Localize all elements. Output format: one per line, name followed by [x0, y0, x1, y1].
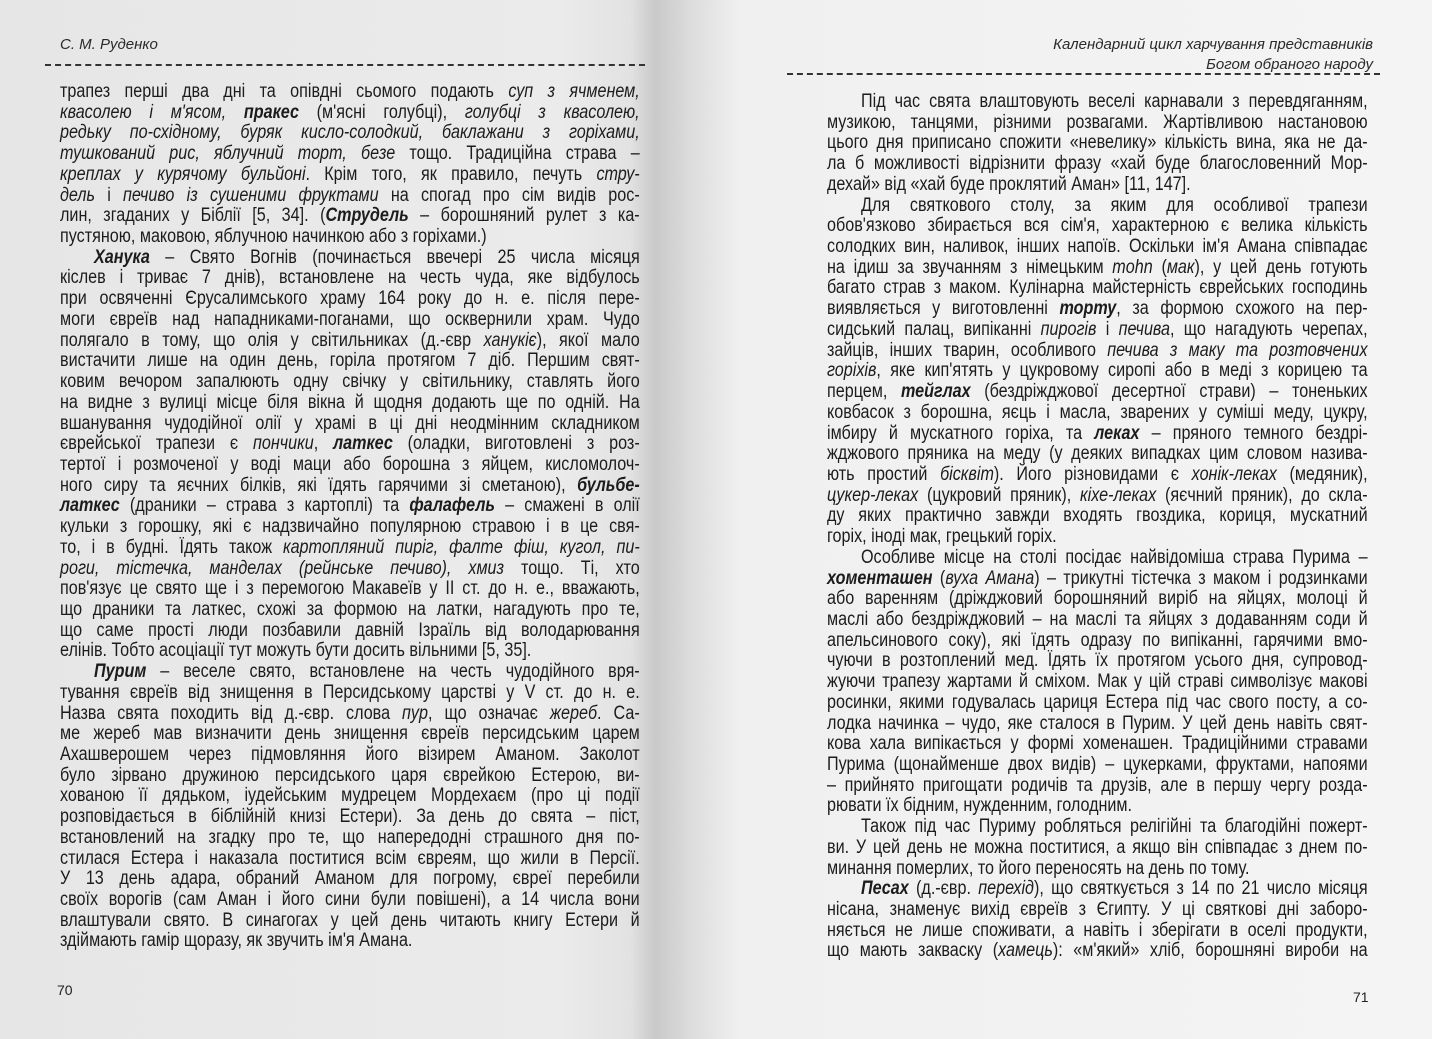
- running-header-title-line1: Календарний цикл харчування представників: [1053, 36, 1373, 53]
- text-run: Пурима (щонайменше двох видів) – цукерками, фруктами, напоями: [827, 754, 1368, 775]
- text-line: [60, 248, 640, 269]
- text-run: багато страв з маком. Кулінарна майстерність єврейських господинь: [827, 277, 1368, 299]
- text-run: перцем,: [827, 381, 901, 403]
- text-run: чуючи в розтоплений мед. Їдять їх протягом усього дня, супровод-: [827, 650, 1368, 672]
- text-line: [827, 154, 1368, 175]
- text-run: і: [1096, 318, 1119, 340]
- text-run: здіймають гамір щоразу, як звучить ім'я Амана.: [60, 930, 413, 952]
- text-line: [60, 434, 640, 455]
- bold-term: Песах: [861, 878, 909, 900]
- text-line: [827, 92, 1368, 113]
- italic-text: хамець: [998, 940, 1053, 962]
- text-line: [60, 786, 640, 807]
- text-line: [60, 890, 640, 911]
- italic-text: пур: [402, 702, 428, 724]
- text-run: жуючи трапезу жартами й сміхом. Мак у цій страві символізує макові: [827, 671, 1368, 693]
- text-run: (драники – страва з картоплі) та: [119, 495, 410, 517]
- text-run: Під час свята влаштовують веселі карнавали з перевдяганням,: [861, 91, 1368, 112]
- text-line: [827, 465, 1368, 486]
- text-run: , за формою схожого на пер-: [1116, 298, 1368, 320]
- text-run: Для святкового столу, за яким для особливої трапези: [861, 194, 1368, 216]
- italic-text: креплах у курячому бульйоні: [60, 163, 306, 185]
- text-line: [60, 186, 640, 207]
- text-line: [60, 517, 640, 538]
- text-line: [60, 476, 640, 497]
- text-run: єврейської трапези є: [60, 433, 254, 455]
- text-run: ). Його різновидами є: [993, 463, 1192, 485]
- text-line: [60, 807, 640, 828]
- text-line: [60, 310, 640, 331]
- text-line: [60, 103, 640, 124]
- text-line: [60, 165, 640, 186]
- text-run: (: [932, 567, 946, 589]
- italic-text: стру-: [596, 163, 640, 185]
- text-run: (м'ясні голубці),: [298, 101, 465, 123]
- text-run: рювати їх бідним, нужденним, голодним.: [827, 795, 1133, 817]
- text-run: стилася Естера і наказала поститися всім євреям, що жили в Персії.: [60, 847, 640, 869]
- text-line: [827, 776, 1368, 797]
- bold-term: леках: [1094, 422, 1140, 444]
- text-run: на видне з вулиці місце біля вікна й щодня додають ще по одній. На: [60, 391, 640, 413]
- italic-text: роги, тістечка, манделах (рейнське печиво), хмиз: [60, 557, 505, 579]
- text-run: ) – трикутні тістечка з маком і родзинками: [1034, 567, 1368, 589]
- text-run: і: [94, 184, 124, 206]
- text-run: апельсинового соку), які їдять одразу по випіканні, гарячими вмо-: [827, 629, 1368, 651]
- text-line: [60, 911, 640, 932]
- text-line: [827, 237, 1368, 258]
- text-line: [827, 299, 1368, 320]
- text-line: [60, 662, 640, 683]
- bold-term: Струдель: [325, 205, 409, 227]
- text-line: [60, 331, 640, 352]
- text-run: що саме прості люди позбавили давній Ізраїль від володарювання: [60, 619, 640, 641]
- text-run: імбиру й мускатного горіха, та: [827, 422, 1095, 444]
- text-run: моги євреїв над нападниками-поганами, що осквернили храм. Чудо: [60, 308, 640, 330]
- text-run: тощо. Традиційна страва –: [395, 143, 640, 165]
- text-line: [60, 372, 640, 393]
- text-run: вшанування чудодійної олії у храмі в ці дні неодмінним складником: [60, 412, 640, 434]
- text-run: ), якої мало: [536, 329, 640, 351]
- text-line: [827, 817, 1368, 838]
- text-line: [60, 289, 640, 310]
- bold-term: Пурим: [94, 661, 147, 683]
- text-run: своїх ворогів (сам Аман і його сини були повішені), а 14 числа вони: [60, 889, 640, 911]
- text-run: дехай» від «хай буде проклятий Аман» [11, 147].: [827, 173, 1191, 195]
- text-line: [60, 455, 640, 476]
- text-run: ковим вечором запалюють одну свічку у світильнику, ставлять його: [60, 371, 640, 393]
- left-page: [0, 0, 660, 1039]
- text-run: хованою її дядьком, іудейським мудрецем Мордехаєм (про ці події: [60, 785, 640, 807]
- text-run: ковбасок з борошна, яєць і масла, зварених у суміші меду, цукру,: [827, 401, 1368, 423]
- text-line: [827, 548, 1368, 569]
- body-text: [827, 92, 1432, 962]
- text-run: (цукровий пряник),: [918, 484, 1080, 506]
- text-run: обов'язково збирається вся сім'я, характерною є велика кількість: [827, 215, 1368, 237]
- text-run: , що нагадують черепах,: [1170, 318, 1368, 340]
- italic-text: суп з ячменем,: [508, 81, 640, 102]
- text-line: [827, 113, 1368, 134]
- text-line: [60, 849, 640, 870]
- italic-text: тушкований рис, яблучний торт, безе: [60, 143, 396, 165]
- text-run: минання померлих, то його переносять на день по тому.: [827, 857, 1250, 879]
- text-line: [827, 196, 1368, 217]
- text-run: – борошняний рулет з ка-: [408, 205, 640, 227]
- page-number: 71: [1353, 989, 1369, 1005]
- text-run: розповідається в біблійній книзі Естери). За день до свята – піст,: [60, 806, 640, 828]
- text-run: (яєчний пряник), до скла-: [1156, 484, 1368, 506]
- text-line: [60, 931, 640, 952]
- text-run: тування євреїв від знищення в Персидському царстві у V ст. до н. е.: [60, 681, 640, 703]
- italic-text: хонік-леках: [1191, 463, 1277, 485]
- text-run: зайців, інших тварин, особливого: [827, 339, 1108, 361]
- text-line: [827, 879, 1368, 900]
- text-run: ), що святкується з 14 по 21 число місяця: [1033, 878, 1368, 900]
- text-run: – смажені в олії: [494, 495, 640, 517]
- text-run: полягало в тому, що олія у світильниках (д.-євр: [60, 329, 484, 351]
- text-line: [60, 766, 640, 787]
- text-run: (бездріжджової десертної страви) – тоненьких: [970, 381, 1368, 403]
- text-run: ме жереб мав визначити день знищення євреїв персидським царем: [60, 723, 640, 745]
- italic-text: мак: [1166, 256, 1195, 278]
- text-run: лодка начинка – чудо, яке сталося в Пурим. У цей день навіть свят-: [827, 712, 1368, 734]
- text-line: [827, 486, 1368, 507]
- text-line: [827, 755, 1368, 776]
- text-line: [60, 828, 640, 849]
- text-line: [60, 123, 640, 144]
- text-line: [827, 610, 1368, 631]
- italic-text: mohn: [1112, 256, 1153, 278]
- text-run: або варенням (дріжджовий борошняний виріб на яйцях, молоці й: [827, 588, 1368, 610]
- text-line: [60, 268, 640, 289]
- text-line: [60, 579, 640, 600]
- text-line: [827, 361, 1368, 382]
- text-line: [60, 745, 640, 766]
- text-line: [827, 133, 1368, 154]
- italic-text: печива: [1118, 318, 1171, 340]
- text-run: У 13 день адара, обраний Аманом для погрому, євреї перебили: [60, 868, 640, 890]
- header-rule: [787, 73, 1380, 75]
- text-run: горіх, іноді мак, грецький горіх.: [827, 526, 1057, 548]
- text-run: (оладки, виготовлені з роз-: [392, 433, 640, 455]
- text-line: [827, 258, 1368, 279]
- text-line: [60, 538, 640, 559]
- bold-term: хоменташен: [827, 567, 933, 589]
- bold-term: бульбе-: [577, 474, 640, 496]
- text-line: [827, 734, 1368, 755]
- text-run: елінів. Тобто асоціації тут можуть бути досить вільними [5, 35].: [60, 640, 532, 662]
- italic-text: квасолею і м'ясом,: [60, 101, 244, 123]
- text-line: [827, 341, 1368, 362]
- text-run: лин, згаданих у Біблії [5, 34]. (: [60, 205, 326, 227]
- body-text: [60, 82, 742, 952]
- text-run: ду яких практично завжди входять гвоздика, кориця, мускатний: [827, 505, 1368, 527]
- italic-text: бісквіт: [940, 463, 994, 485]
- text-line: [827, 900, 1368, 921]
- text-line: [827, 693, 1368, 714]
- text-line: [827, 672, 1368, 693]
- text-run: пов'язує це свято ще і з перемогою Макавеїв у II ст. до н. е., вважають,: [60, 578, 640, 600]
- text-run: , що означає: [427, 702, 550, 724]
- text-line: [827, 527, 1368, 548]
- text-run: росинки, якими годувалась цариця Естера під час свого посту, а со-: [827, 691, 1368, 713]
- text-run: вистачити лише на один день, горіла протягом 7 діб. Першим свят-: [60, 350, 640, 372]
- text-run: музикою, танцями, різними розвагами. Жартівливою настановою: [827, 111, 1368, 133]
- text-run: пустяною, маковою, яблучною начинкою або з горіхами.): [60, 226, 487, 248]
- text-run: маслі або бездріжджовий – на маслі та яйцях з додаванням соди й: [827, 608, 1368, 630]
- text-run: цього дня приписано спожити «невелику» кількість вина, яка не да-: [827, 132, 1368, 154]
- text-line: [827, 569, 1368, 590]
- italic-text: редьку по-східному, буряк кисло-солодкий, баклажани з горіхами,: [60, 122, 640, 144]
- text-run: няється не лише споживати, а навіть і зберігати в оселі продукти,: [827, 919, 1368, 941]
- text-run: сидський палац, випіканні: [827, 318, 1041, 340]
- text-run: кульки з горошку, які є надзвичайно популярною стравою і в це свя-: [60, 516, 640, 538]
- text-line: [60, 724, 640, 745]
- text-line: [827, 175, 1368, 196]
- italic-text: печива з маку та розтовчених: [1107, 339, 1368, 361]
- right-page: [700, 0, 1432, 1039]
- text-line: [60, 621, 640, 642]
- text-line: [827, 838, 1368, 859]
- text-line: [60, 496, 640, 517]
- text-run: ,: [313, 433, 334, 455]
- text-line: [60, 683, 640, 704]
- text-run: що драники та латкес, схожі за формою на латки, нагадують про те,: [60, 598, 640, 620]
- text-run: Особливе місце на столі посідає найвідоміша страва Пурима –: [861, 546, 1368, 568]
- text-run: – веселе свято, встановлене на честь чудодійного вря-: [146, 661, 640, 683]
- text-line: [60, 351, 640, 372]
- text-run: ви. У цей день не можна поститися, а якщо він співпадає з днем по-: [827, 836, 1368, 858]
- italic-text: жереб: [549, 702, 598, 724]
- text-line: [827, 859, 1368, 880]
- text-run: ють простий: [827, 463, 941, 485]
- italic-text: кіхе-леках: [1079, 484, 1157, 506]
- bold-term: пракес: [243, 101, 299, 123]
- bold-term: тейглах: [900, 381, 971, 403]
- text-line: [60, 414, 640, 435]
- text-line: [827, 796, 1368, 817]
- text-run: (д.-євр.: [908, 878, 979, 900]
- text-line: [827, 589, 1368, 610]
- italic-text: пирогів: [1040, 318, 1097, 340]
- text-line: [827, 631, 1368, 652]
- text-run: Також під час Пуриму робляться релігійні та благодійні пожерт-: [861, 816, 1368, 838]
- italic-text: цукер-леках: [827, 484, 919, 506]
- text-line: [827, 216, 1368, 237]
- text-line: [60, 393, 640, 414]
- text-run: – прийнято пригощати родичів та друзів, але в першу чергу розда-: [827, 774, 1368, 796]
- text-run: на ідиш за звучанням з німецьким: [827, 256, 1113, 278]
- text-line: [60, 227, 640, 248]
- text-run: влаштували свято. В синагогах у цей день читають книгу Естери й: [60, 909, 640, 931]
- text-run: то, і в будні. Їдять також: [60, 536, 283, 558]
- running-header-author: С. М. Руденко: [60, 36, 158, 53]
- text-run: ного сиру та яєчних білків, які їдять гарячими зі сметаною),: [60, 474, 578, 496]
- text-run: при освяченні Єрусалимського храму 164 року до н. е. після пере-: [60, 288, 640, 310]
- text-line: [827, 651, 1368, 672]
- bold-term: фалафель: [409, 495, 495, 517]
- italic-text: ханукіє: [483, 329, 537, 351]
- text-line: [827, 941, 1368, 962]
- text-run: було зірвано дружиною персидського царя єврейкою Естерою, ви-: [60, 764, 640, 786]
- text-line: [60, 600, 640, 621]
- text-run: Назва свята походить від д.-євр. слова: [60, 702, 403, 724]
- text-line: [60, 641, 640, 662]
- text-line: [827, 444, 1368, 465]
- text-run: , яке кип'ятять у цукровому сиропі або в меді з корицею та: [876, 360, 1368, 382]
- text-line: [827, 278, 1368, 299]
- text-run: ): «м'який» хліб, борошняні вироби на: [1052, 940, 1368, 962]
- text-run: жджового пряника на меду (у деяких випадках цим словом назива-: [827, 443, 1368, 465]
- text-line: [827, 921, 1368, 942]
- text-line: [60, 82, 640, 103]
- italic-text: дель: [60, 184, 95, 206]
- italic-text: печиво із сушеними фруктами: [123, 184, 379, 206]
- text-line: [60, 869, 640, 890]
- text-run: кіслев і триває 7 днів), встановлене на честь чуда, яке відбулось: [60, 267, 640, 289]
- page-number: 70: [57, 982, 73, 998]
- text-run: (медяник),: [1276, 463, 1368, 485]
- text-line: [60, 206, 640, 227]
- italic-text: картопляний пиріг, фалте фіш, кугол, пи-: [282, 536, 640, 558]
- text-line: [827, 320, 1368, 341]
- italic-text: пончики: [253, 433, 314, 455]
- text-run: . Крім того, як правило, печуть: [305, 163, 597, 185]
- text-line: [827, 506, 1368, 527]
- bold-term: латкес: [60, 495, 120, 517]
- bold-term: Ханука: [94, 246, 150, 268]
- text-line: [60, 704, 640, 725]
- text-line: [827, 403, 1368, 424]
- italic-text: горіхів: [827, 360, 877, 382]
- header-rule: [45, 64, 645, 66]
- text-run: що мають закваску (: [827, 940, 999, 962]
- text-run: кова хала випікається у формі хоменашен. Традиційними стравами: [827, 733, 1368, 755]
- text-run: на спогад про сім видів рос-: [378, 184, 640, 206]
- text-run: нісана, знаменує вихід євреїв з Єгипту. У ці святкові дні заборо-: [827, 899, 1368, 921]
- text-run: виявляється у виготовленні: [827, 298, 1060, 320]
- text-line: [827, 382, 1368, 403]
- text-line: [60, 559, 640, 580]
- bold-term: латкес: [333, 433, 393, 455]
- italic-text: вуха Амана: [945, 567, 1035, 589]
- text-run: ), у цей день готують: [1194, 256, 1368, 278]
- text-run: (: [1152, 256, 1167, 278]
- running-header-title-line2: Богом обраного народу: [1206, 56, 1373, 73]
- italic-text: перехід: [978, 878, 1034, 900]
- text-line: [827, 714, 1368, 735]
- text-run: . Са-: [597, 702, 640, 724]
- text-run: – Свято Вогнів (починається ввечері 25 числа місяця: [149, 246, 640, 268]
- bold-term: торту: [1059, 298, 1117, 320]
- text-run: трапез перші два дні та опівдні сьомого подають: [60, 81, 509, 102]
- text-run: встановлений на згадку про те, що напередодні страшного дня по-: [60, 826, 640, 848]
- text-run: – пряного темного бездрі-: [1139, 422, 1368, 444]
- text-run: тертої і розмоченої у воді маци або борошна з яйцем, кисломолоч-: [60, 453, 640, 475]
- italic-text: голубці з квасолею,: [464, 101, 640, 123]
- text-run: тощо. Ті, хто: [504, 557, 640, 579]
- text-run: ла б можливості відрізнити фразу «хай буде благословенний Мор-: [827, 153, 1368, 175]
- text-run: Ахашверошем через підмовляння його візирем Аманом. Заколот: [60, 744, 640, 765]
- text-line: [827, 424, 1368, 445]
- text-line: [60, 144, 640, 165]
- text-run: солодких вин, наливок, інших напоїв. Оскільки ім'я Амана співпадає: [827, 236, 1368, 258]
